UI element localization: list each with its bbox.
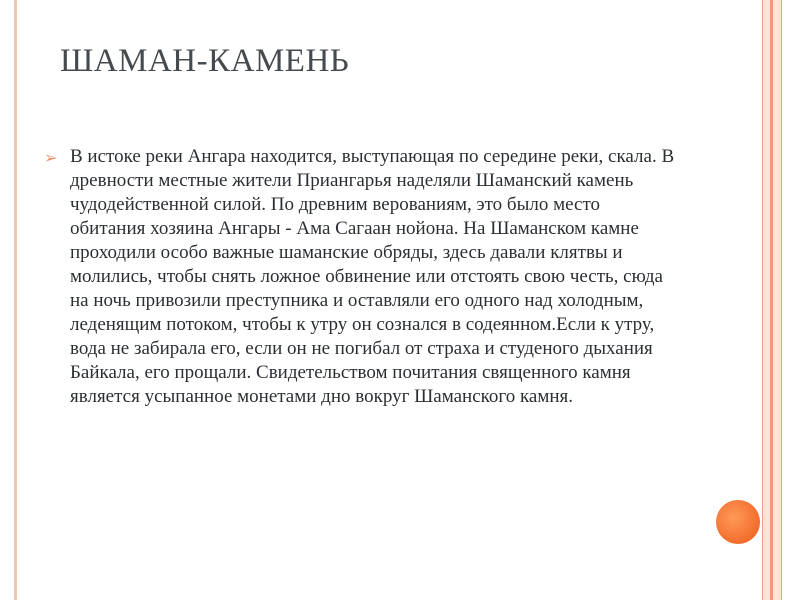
slide-body-text: В истоке реки Ангара находится, выступающая по середине реки, скала. В древности местные жители Приангарья наделяли Шаманский камень чудодейственной силой. По древним верованиям, это было место обитания хозяина Ангары - Ама Сагаан нойона. На Шаманском камне проходили особо важные шаманские обряды, здесь давали клятвы и молились, чтобы снять ложное обвинение или отстоять свою честь, сюда на ночь привозили преступника и оставляли его одного над холодным, леденящим потоком, чтобы к утру он сознался в содеянном.Если к утру, вода не забирала его, если он не погибал от страха и студеного дыхания Байкала, его прощали. Свидетельством почитания священного камня является усыпанное монетами дно вокруг Шаманского камня. (70, 146, 675, 407)
right-decorative-line (770, 0, 773, 600)
left-frame-line (14, 0, 17, 600)
orange-circle-decoration (716, 500, 760, 544)
slide-title: ШАМАН-КАМЕНЬ (60, 43, 350, 79)
bullet-arrow-icon: ➢ (44, 150, 58, 167)
